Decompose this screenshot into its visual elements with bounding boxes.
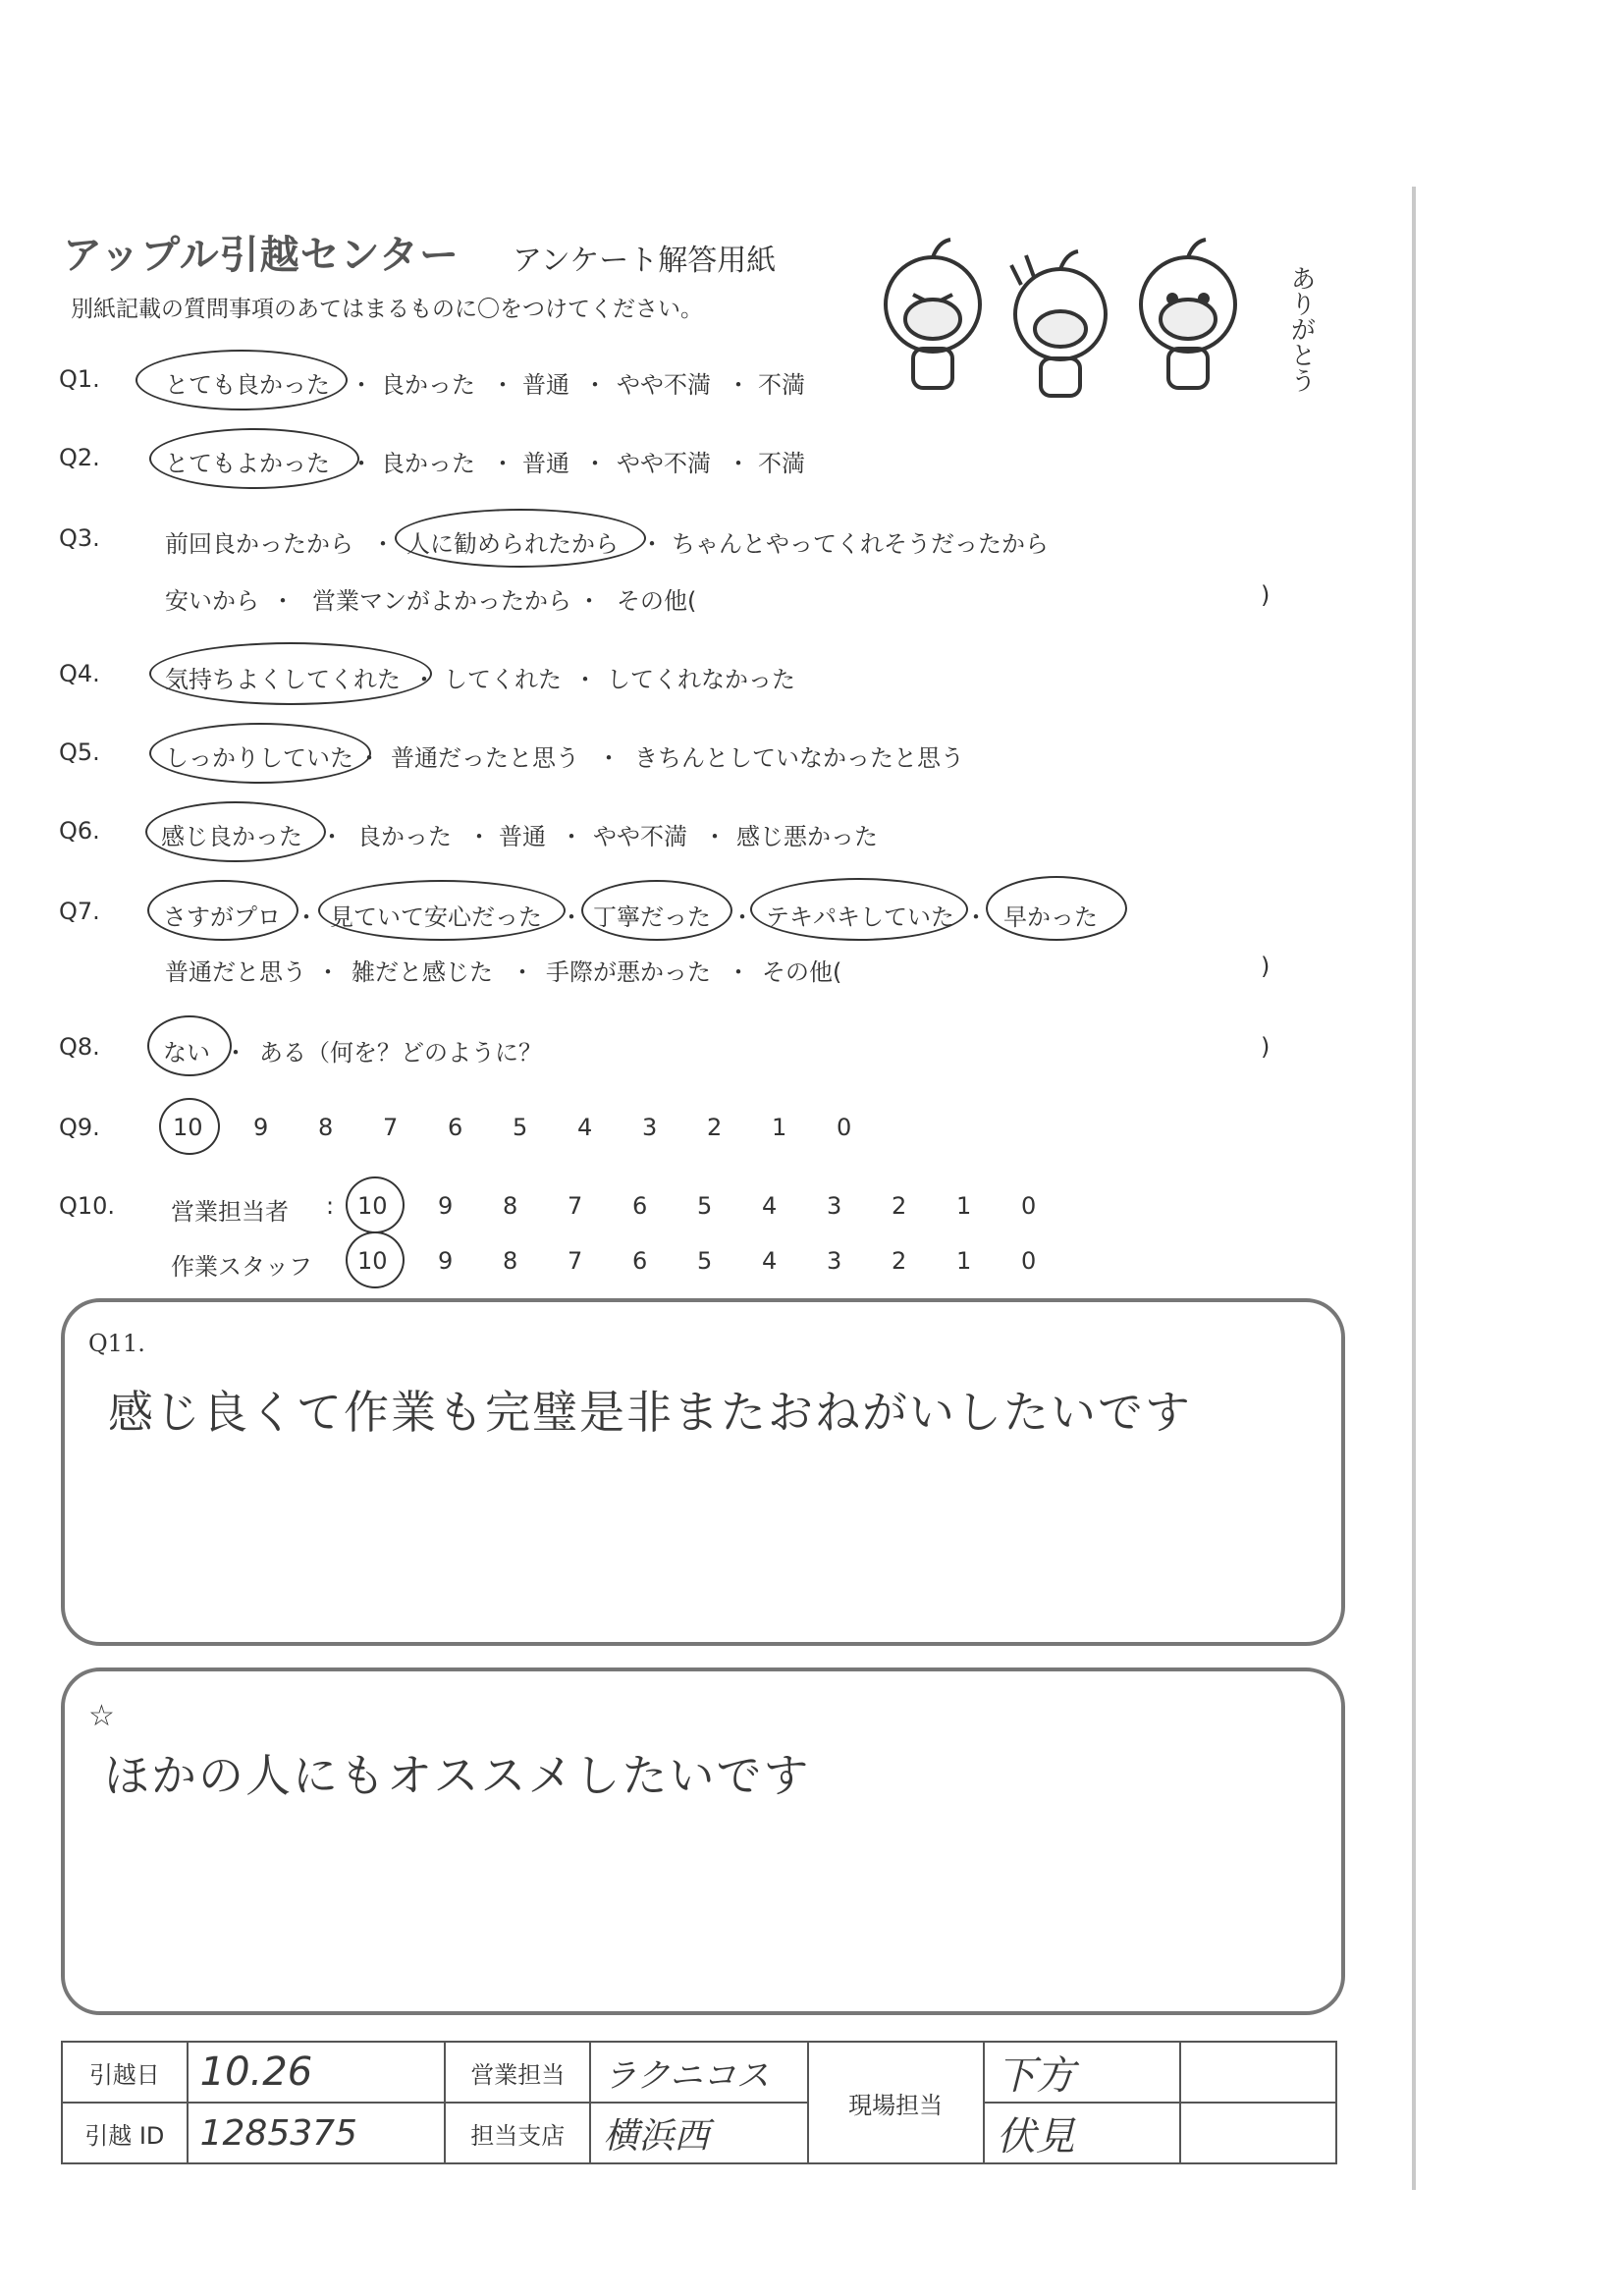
q1-option-1[interactable]: とても良かった [165,371,330,399]
q7-option-6[interactable]: 普通だと思う [165,958,306,986]
brand-name: アップル引越センター [63,233,460,278]
q8-close-paren: ) [1261,1033,1271,1061]
star-handwritten-answer: ほかの人にもオススメしたいです [104,1749,811,1802]
q3-option-5[interactable]: 営業マンがよかったから [312,587,571,615]
sales-value[interactable]: ラクニコス [590,2042,807,2103]
q10-row-sales-sep: : [326,1192,335,1220]
q10-staff-score-2[interactable]: 2 [892,1247,907,1275]
q5-option-1[interactable]: しっかりしていた [165,744,353,772]
q10-staff-score-0[interactable]: 0 [1021,1247,1037,1275]
site-label: 現場担当 [808,2042,984,2163]
q6-option-5[interactable]: 感じ悪かった [736,823,878,850]
q7-option-5[interactable]: 早かった [1003,903,1098,931]
site-extra-cell-2[interactable] [1180,2103,1336,2163]
q10-sales-score-2[interactable]: 2 [892,1192,907,1220]
q9-score-8[interactable]: 8 [318,1114,334,1141]
q8-option-2[interactable]: ある（何を？どのように？ [259,1039,542,1066]
q5-label: Q5. [59,738,100,766]
q4-label: Q4. [59,660,100,687]
q10-row-sales-label: 営業担当者 [171,1198,289,1226]
q9-score-3[interactable]: 3 [642,1114,658,1141]
sales-label: 営業担当 [445,2042,590,2103]
q7-option-7[interactable]: 雑だと感じた [352,958,493,986]
q7-option-9[interactable]: その他( [762,958,842,986]
q7-close-paren: ) [1261,953,1271,980]
q9-score-7[interactable]: 7 [383,1114,399,1141]
q8-option-1[interactable]: ない [163,1039,210,1066]
q9-score-0[interactable]: 0 [837,1114,852,1141]
q3-close-paren: ) [1261,581,1271,609]
q9-score-10[interactable]: 10 [173,1114,203,1141]
move-id-value[interactable]: 1285375 [188,2103,445,2163]
q10-staff-score-9[interactable]: 9 [438,1247,454,1275]
star-icon: ☆ [88,1699,115,1733]
q4-option-1[interactable]: 気持ちよくしてくれた [165,666,401,693]
q9-score-2[interactable]: 2 [707,1114,723,1141]
q2-option-2[interactable]: 良かった [381,450,475,477]
q1-option-3[interactable]: 普通 [522,371,569,399]
q9-score-4[interactable]: 4 [577,1114,593,1141]
q4-option-3[interactable]: してくれなかった [607,666,795,693]
q9-label: Q9. [59,1114,100,1141]
q9-score-5[interactable]: 5 [513,1114,528,1141]
q2-option-3[interactable]: 普通 [522,450,569,477]
q6-option-3[interactable]: 普通 [499,823,546,850]
q7-option-1[interactable]: さすがプロ [163,903,281,931]
q3-option-6[interactable]: その他( [617,587,697,615]
q10-sales-score-5[interactable]: 5 [697,1192,713,1220]
q9-score-9[interactable]: 9 [253,1114,269,1141]
q10-label: Q10. [59,1192,116,1220]
q10-sales-score-4[interactable]: 4 [762,1192,778,1220]
q1-label: Q1. [59,365,100,393]
move-id-label: 引越 ID [62,2103,188,2163]
branch-label: 担当支店 [445,2103,590,2163]
q2-option-5[interactable]: 不満 [758,450,805,477]
q7-option-4[interactable]: テキパキしていた [766,903,954,931]
mascot-thanks-text: ありがとう [1286,265,1316,393]
q10-sales-score-10[interactable]: 10 [357,1192,388,1220]
q10-staff-score-8[interactable]: 8 [503,1247,518,1275]
q10-staff-score-5[interactable]: 5 [697,1247,713,1275]
q11-comment-box[interactable] [61,1298,1345,1646]
q3-label: Q3. [59,524,100,552]
q10-sales-score-0[interactable]: 0 [1021,1192,1037,1220]
q10-staff-score-7[interactable]: 7 [568,1247,583,1275]
q11-handwritten-answer: 感じ良くて作業も完璧是非またおねがいしたいです [108,1386,1192,1439]
q7-option-3[interactable]: 丁寧だった [593,903,711,931]
q10-staff-score-4[interactable]: 4 [762,1247,778,1275]
branch-value[interactable]: 横浜西 [590,2103,807,2163]
q5-option-2[interactable]: 普通だったと思う [391,744,579,772]
site-extra-cell-1[interactable] [1180,2042,1336,2103]
q6-label: Q6. [59,817,100,845]
q2-option-1[interactable]: とてもよかった [165,450,330,477]
site-value-2[interactable]: 伏見 [984,2103,1181,2163]
q10-row-staff-label: 作業スタッフ [171,1253,312,1281]
q8-label: Q8. [59,1033,100,1061]
q3-option-1[interactable]: 前回良かったから [165,530,353,558]
form-title: アンケート解答用紙 [513,244,777,278]
q1-option-5[interactable]: 不満 [758,371,805,399]
move-date-value[interactable]: 10.26 [188,2042,445,2103]
page-edge-shadow [1412,187,1416,2190]
q11-label: Q11. [88,1330,145,1357]
q6-option-4[interactable]: やや不満 [593,823,687,850]
q10-sales-score-7[interactable]: 7 [568,1192,583,1220]
mascot-illustration [864,226,1325,403]
q9-score-1[interactable]: 1 [772,1114,787,1141]
q3-option-4[interactable]: 安いから [165,587,259,615]
move-date-label: 引越日 [62,2042,188,2103]
q10-staff-score-10[interactable]: 10 [357,1247,388,1275]
star-comment-box[interactable] [61,1667,1345,2015]
q6-option-1[interactable]: 感じ良かった [161,823,302,850]
q4-option-2[interactable]: してくれた [444,666,562,693]
q6-option-2[interactable]: 良かった [357,823,452,850]
q2-label: Q2. [59,444,100,471]
q7-option-8[interactable]: 手際が悪かった [546,958,711,986]
q7-option-2[interactable]: 見ていて安心だった [330,903,542,931]
q9-score-6[interactable]: 6 [448,1114,463,1141]
q10-staff-score-3[interactable]: 3 [827,1247,842,1275]
q7-label: Q7. [59,898,100,925]
q10-sales-score-9[interactable]: 9 [438,1192,454,1220]
footer-info-table [61,2041,1337,2164]
q2-option-4[interactable]: やや不満 [617,450,711,477]
q10-sales-score-3[interactable]: 3 [827,1192,842,1220]
q3-option-3[interactable]: ちゃんとやってくれそうだったから [672,530,1049,558]
q1-option-4[interactable]: やや不満 [617,371,711,399]
q10-staff-score-6[interactable]: 6 [632,1247,648,1275]
q10-sales-score-8[interactable]: 8 [503,1192,518,1220]
q1-option-2[interactable]: 良かった [381,371,475,399]
q5-option-3[interactable]: きちんとしていなかったと思う [634,744,964,772]
instruction-text: 別紙記載の質問事項のあてはまるものに〇をつけてください。 [71,297,703,322]
q10-staff-score-1[interactable]: 1 [956,1247,972,1275]
q10-sales-score-6[interactable]: 6 [632,1192,648,1220]
q3-option-2[interactable]: 人に勧められたから [406,530,619,558]
q10-sales-score-1[interactable]: 1 [956,1192,972,1220]
site-value-1[interactable]: 下方 [984,2042,1181,2103]
